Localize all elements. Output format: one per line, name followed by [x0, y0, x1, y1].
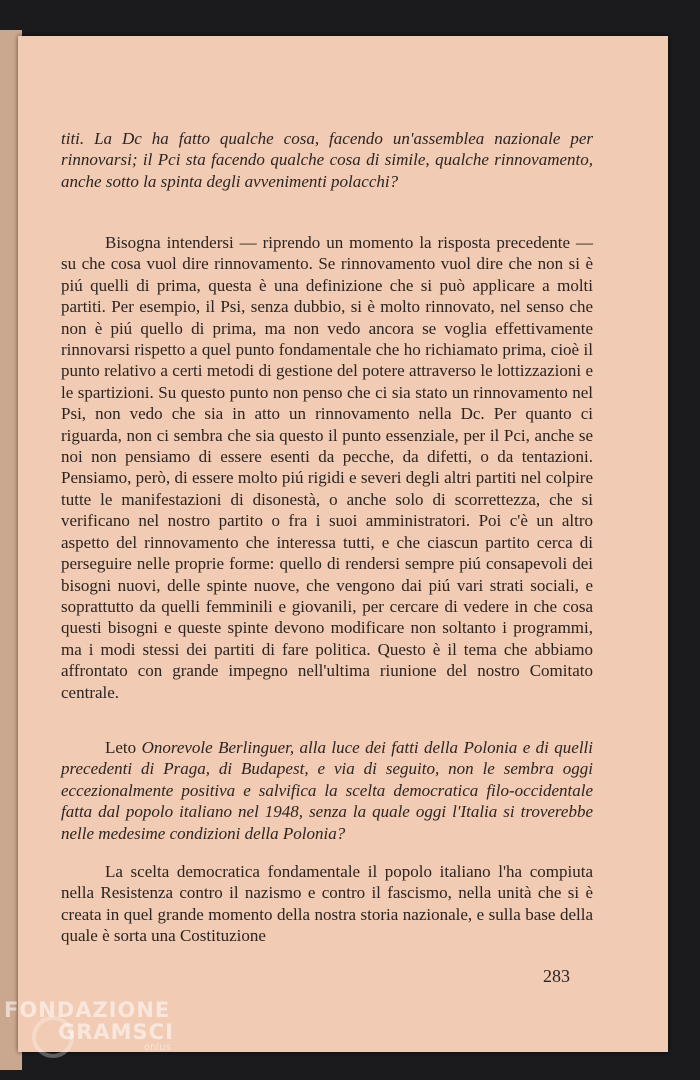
page-number: 283 — [543, 966, 570, 986]
answer-2 — [61, 861, 593, 947]
answer-1 — [61, 232, 593, 703]
watermark-line-2: GRAMSCI — [58, 1020, 174, 1044]
question-1-text: titi. La Dc ha fatto qualche cosa, facendo un'assemblea nazionale per rinnovarsi; il Pci sta facendo qualche cosa di simile, qualche rinnovamento, anche sotto la spinta degli avvenimenti polacchi? — [61, 129, 593, 191]
watermark-circle-icon — [32, 1016, 74, 1058]
watermark-line-3: onlus — [144, 1042, 171, 1053]
watermark-line-1: FONDAZIONE — [4, 998, 171, 1022]
answer-2-text: La scelta democratica fondamentale il popolo italiano l'ha compiuta nella Resistenza contro il nazismo e contro il fascismo, nella unità che si è creata in quel grande momento della nostra storia nazionale, e sulla base della quale è sorta una Costituzione — [61, 862, 593, 946]
question-2-speaker: Leto — [105, 738, 137, 757]
question-2-text: Onorevole Berlinguer, alla luce dei fatti della Polonia e di quelli precedenti di Praga, di Budapest, e via di seguito, non le sembra oggi eccezionalmente positiva e salvifica la scelta democratica filo-occidentale fatta dal popolo italiano nel 1948, senza la quale oggi l'Italia si troverebbe nelle medesime condizioni della Polonia? — [61, 738, 593, 843]
question-1 — [61, 128, 593, 192]
answer-1-text: Bisogna intendersi — riprendo un momento la risposta precedente — su che cosa vuol dire rinnovamento. Se rinnovamento vuol dire che non si è piú quelli di prima, questa è una definizione che si può applicare a molti partiti. Per esempio, il Psi, senza dubbio, si è molto rinnovato, nel senso che non è piú quello di prima, ma non vedo ancora se voglia effettivamente rinnovarsi rispetto a quel punto fondamentale che ho richiamato prima, cioè il punto relativo a certi metodi di gestione del potere attraverso le lottizzazioni e le spartizioni. Su questo punto non penso che ci sia stato un rinnovamento nel Psi, non vedo che sia in atto un rinnovamento nella Dc. Per quanto ci riguarda, non ci sembra che sia questo il punto essenziale, per il Pci, anche se noi non pensiamo di essere esenti da pecche, da difetti, o da tentazioni. Pensiamo, però, di essere molto piú rigidi e severi degli altri partiti nel colpire tutte le manifestazioni di disonestà, o anche solo di scorrettezza, che si verificano nel nostro partito o fra i suoi amministratori. Poi c'è un altro aspetto del rinnovamento che interessa tutti, e che ciascun partito cerca di perseguire nelle proprie forme: quello di rendersi sempre piú consapevoli dei bisogni nuovi, delle spinte nuove, che vengono dai piú vari strati sociali, e soprattutto da quelli femminili e giovanili, per cercare di vedere in che cosa questi bisogni e queste spinte devono modificare non soltanto i programmi, ma i modi stessi dei partiti di fare politica. Questo è il tema che abbiamo affrontato con grande impegno nell'ultima riunione del nostro Comitato centrale. — [61, 233, 593, 702]
archive-watermark — [4, 998, 174, 1053]
book-page — [18, 36, 668, 1052]
question-2 — [61, 737, 593, 844]
